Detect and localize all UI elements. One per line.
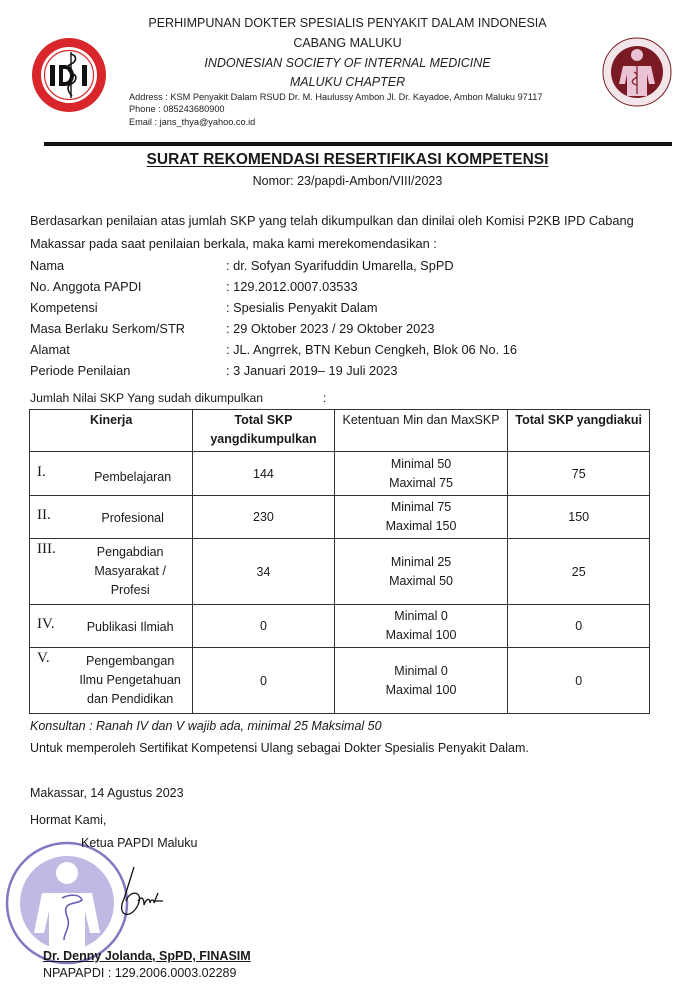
field-label-nama: Nama [30,258,65,273]
total-cell: 0 [193,648,334,714]
skp-table [29,409,650,714]
roman-numeral: III. [37,541,56,557]
kinerja-cell: III. Pengabdian Masyarakat / Profesi [30,539,193,605]
field-value-alamat: : JL. Angrrek, BTN Kebun Cengkeh, Blok 06 No. 16 [226,342,517,357]
signer-name: Dr. Denny Jolanda, SpPD, FINASIM [43,949,251,963]
total-cell: 144 [193,452,334,496]
purpose-text: Untuk memperoleh Sertifikat Kompetensi Ulang sebagai Dokter Spesialis Penyakit Dalam. [30,741,529,755]
header-ketentuan: Ketentuan Min dan MaxSKP [334,410,508,452]
header-kinerja: Kinerja [30,410,193,452]
signer-position: Ketua PAPDI Maluku [81,836,198,850]
org-name-english: INDONESIAN SOCIETY OF INTERNAL MEDICINE [204,56,491,70]
field-value-anggota: : 129.2012.0007.03533 [226,279,358,294]
signer-npa: NPAPAPDI : 129.2006.0003.02289 [43,966,237,980]
total-cell: 34 [193,539,334,605]
letter-title: SURAT REKOMENDASI RESERTIFIKASI KOMPETENSI [146,151,549,168]
diakui-cell: 75 [508,452,650,496]
table-row [30,496,650,539]
address-text: Address : KSM Penyakit Dalam RSUD Dr. M. Haulussy Ambon Jl. Dr. Kayadoe, Ambon Maluku 97117 [129,92,543,102]
chapter-name: MALUKU CHAPTER [289,75,406,89]
org-name: PERHIMPUNAN DOKTER SPESIALIS PENYAKIT DALAM INDONESIA [148,16,547,30]
field-label-periode: Periode Penilaian [30,363,131,378]
field-value-masa-berlaku: : 29 Oktober 2023 / 29 Oktober 2023 [226,321,435,336]
header-total-dikumpulkan: Total SKP yangdikumpulkan [193,410,334,452]
roman-numeral: V. [37,650,50,666]
intro-line-2: Makassar pada saat penilaian berkala, maka kami merekomendasikan : [30,236,437,251]
total-cell: 0 [193,605,334,648]
field-label-kompetensi: Kompetensi [30,300,98,315]
papdi-logo-icon [601,36,673,108]
kinerja-cell: II. Profesional [30,496,193,539]
field-value-kompetensi: : Spesialis Penyakit Dalam [226,300,378,315]
table-row [30,539,650,605]
header-total-diakui: Total SKP yangdiakui [508,410,650,452]
intro-line-1: Berdasarkan penilaian atas jumlah SKP yang telah dikumpulkan dan dinilai oleh Komisi P2KB IPD Cabang [30,213,634,228]
roman-numeral: IV. [37,616,55,632]
phone-text: Phone : 085243680900 [129,104,225,114]
signature-icon [100,865,170,925]
total-cell: 230 [193,496,334,539]
table-header-row [30,410,650,452]
field-label-alamat: Alamat [30,342,70,357]
roman-numeral: I. [37,464,46,480]
header-divider [44,142,672,146]
kinerja-cell: IV. Publikasi Ilmiah [30,605,193,648]
field-label-anggota: No. Anggota PAPDI [30,279,142,294]
field-label-masa-berlaku: Masa Berlaku Serkom/STR [30,321,186,336]
field-value-nama: : dr. Sofyan Syarifuddin Umarella, SpPD [226,258,454,273]
field-value-periode: : 3 Januari 2019– 19 Juli 2023 [226,363,398,378]
diakui-cell: 150 [508,496,650,539]
jumlah-colon: : [323,391,327,405]
diakui-cell: 0 [508,605,650,648]
closing-text: Hormat Kami, [30,813,107,827]
ketentuan-cell: Minimal 0 Maximal 100 [334,648,508,714]
kinerja-cell: I. Pembelajaran [30,452,193,496]
letter-number: Nomor: 23/papdi-Ambon/VIII/2023 [252,174,443,188]
table-row [30,648,650,714]
place-date: Makassar, 14 Agustus 2023 [30,786,184,800]
ketentuan-cell: Minimal 50 Maximal 75 [334,452,508,496]
ketentuan-cell: Minimal 0 Maximal 100 [334,605,508,648]
kinerja-cell: V. Pengembangan Ilmu Pengetahuan dan Pendidikan [30,648,193,714]
table-row [30,605,650,648]
roman-numeral: II. [37,507,51,523]
konsultan-note: Konsultan : Ranah IV dan V wajib ada, minimal 25 Maksimal 50 [30,719,382,733]
email-text: Email : jans_thya@yahoo.co.id [129,117,256,127]
ketentuan-cell: Minimal 25 Maximal 50 [334,539,508,605]
jumlah-label: Jumlah Nilai SKP Yang sudah dikumpulkan [30,391,264,405]
ketentuan-cell: Minimal 75 Maximal 150 [334,496,508,539]
table-row [30,452,650,496]
branch-name: CABANG MALUKU [293,36,402,50]
diakui-cell: 25 [508,539,650,605]
diakui-cell: 0 [508,648,650,714]
